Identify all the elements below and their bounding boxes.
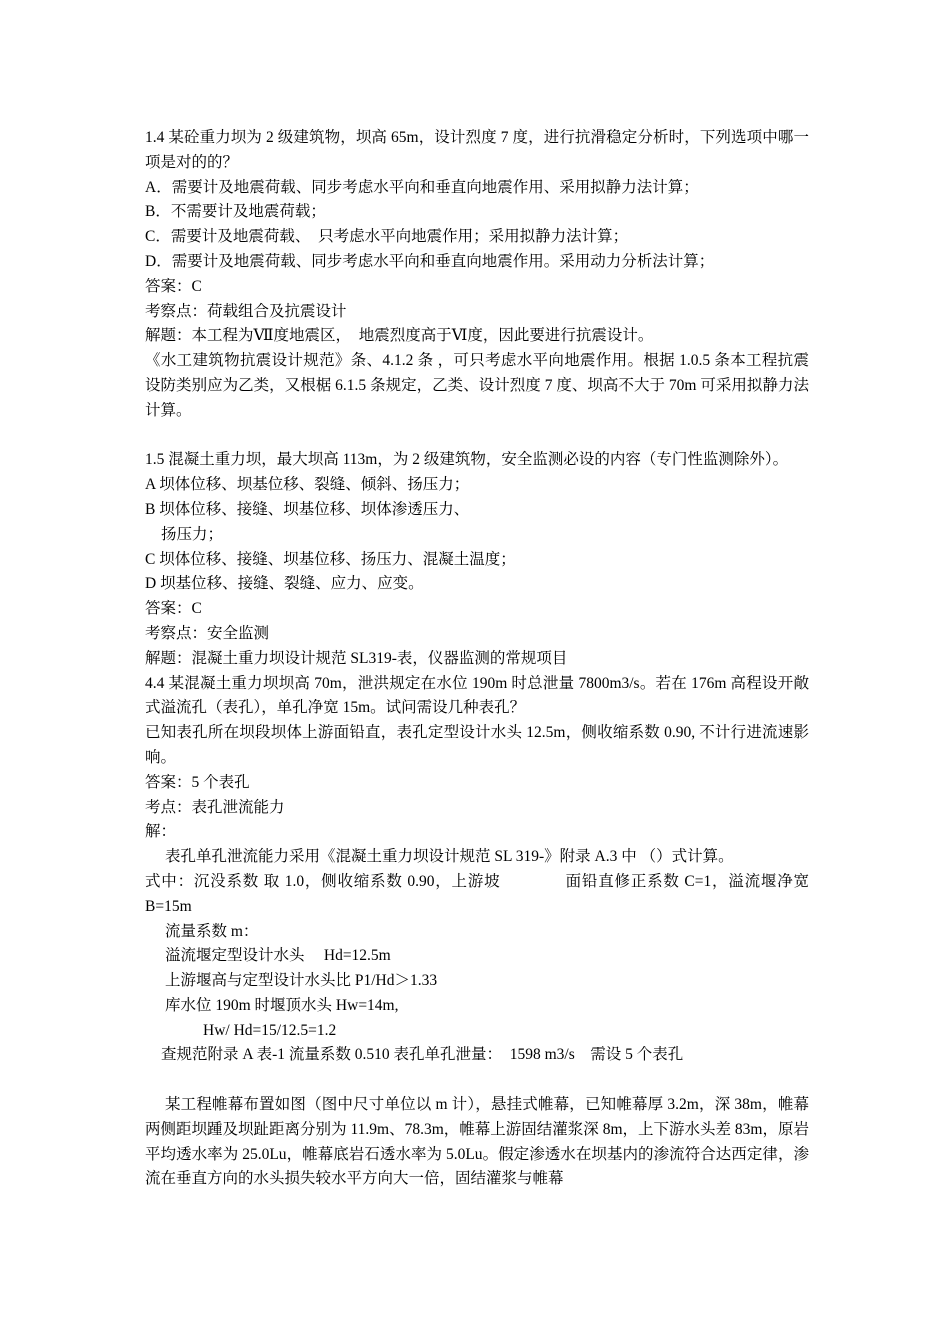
q15-option-c: C 坝体位移、接缝、坝基位移、扬压力、混凝土温度；	[145, 550, 516, 568]
q44-solution-line6: 库水位 190m 时堰顶水头 Hw=14m,	[165, 996, 399, 1014]
q14-solution-2: 《水工建筑物抗震设计规范》条、4.1.2 条 ，可只考虑水平向地震作用。根据 1.0.5 条本工程抗震设防类别应为乙类，又根椐 6.1.5 条规定，乙类、设计烈度 7 度、坝高不大于 70m 可采用拟静力法计算。	[145, 352, 809, 419]
q44-solution-line3: 流量系数 m：	[165, 922, 259, 940]
q15-question: 1.5 混凝土重力坝，最大坝高 113m，为 2 级建筑物，安全监测必设的内容（专门性监测除外）。	[145, 451, 789, 469]
q14-solution-1: 解题：本工程为Ⅶ度地震区， 地震烈度高于Ⅵ度，因此要进行抗震设计。	[145, 327, 654, 345]
q44-solution-line1: 表孔单孔泄流能力采用《混凝土重力坝设计规范 SL 319-》附录 A.3 中 （）式计算。	[165, 848, 734, 866]
spacer	[145, 1068, 809, 1093]
q14-question: 1.4 某砼重力坝为 2 级建筑物，坝高 65m，设计烈度 7 度，进行抗滑稳定分析时，下列选项中哪一项是对的的？	[145, 129, 809, 171]
q44-solution-line2: 式中：沉没系数 取 1.0，侧收缩系数 0.90，上游坡 面铅直修正系数 C=1，溢流堰净宽 B=15m	[145, 872, 809, 915]
q14-option-b: B．不需要计及地震荷载；	[145, 203, 326, 221]
q15-answer: 答案：C	[145, 600, 202, 618]
q44-given: 已知表孔所在坝段坝体上游面铅直，表孔定型设计水头 12.5m，侧收缩系数 0.90, 不计行进流速影响。	[145, 724, 809, 766]
q14-answer: 答案：C	[145, 277, 202, 295]
q44-solution-label: 解：	[145, 823, 177, 841]
q15-option-b-line2: 扬压力；	[161, 525, 224, 543]
q15-solution: 解题：混凝土重力坝设计规范 SL319-表，仪器监测的常规项目	[145, 649, 568, 667]
q44-answer: 答案：5 个表孔	[145, 773, 250, 791]
q15-option-d: D 坝基位移、接缝、裂缝、应力、应变。	[145, 575, 424, 593]
q44-solution-line4: 溢流堰定型设计水头 Hd=12.5m	[165, 947, 391, 965]
q44-solution-line5: 上游堰高与定型设计水头比 P1/Hd＞1.33	[165, 972, 438, 990]
q14-option-a: A．需要计及地震荷载、同步考虑水平向和垂直向地震作用、采用拟静力法计算；	[145, 178, 699, 196]
document-page	[145, 126, 809, 1192]
q14-option-d: D．需要计及地震荷载、同步考虑水平向和垂直向地震作用。采用动力分析法计算；	[145, 252, 715, 270]
q15-option-a: A 坝体位移、坝基位移、裂缝、倾斜、扬压力；	[145, 476, 470, 494]
curtain-paragraph	[145, 1093, 809, 1192]
q14-option-c: C．需要计及地震荷载、 只考虑水平向地震作用；采用拟静力法计算；	[145, 228, 629, 246]
q14-point: 考察点：荷载组合及抗震设计	[145, 302, 347, 320]
q15-point: 考察点：安全监测	[145, 624, 270, 642]
q15-option-b-line1: B 坝体位移、接缝、坝基位移、坝体渗透压力、	[145, 500, 470, 518]
spacer	[145, 424, 809, 449]
q44-solution-line7: Hw/ Hd=15/12.5=1.2	[203, 1021, 337, 1039]
curtain-text: 某工程帷幕布置如图（图中尺寸单位以 m 计），悬挂式帷幕，已知帷幕厚 3.2m，深 38m，帷幕两侧距坝踵及坝趾距离分别为 11.9m、78.3m，帷幕上游固结灌浆深 8m，上下游水头差 83m，原岩平均透水率为 25.0Lu，帷幕底岩石透水率为 5.0Lu。假定渗透水在坝基内的渗流符合达西定律，渗流在垂直方向的水头损失较水平方向大一倍，固结灌浆与帷幕	[145, 1096, 809, 1188]
q44-question: 4.4 某混凝土重力坝坝高 70m，泄洪规定在水位 190m 时总泄量 7800m3/s。若在 176m 高程设开敞式溢流孔（表孔），单孔净宽 15m。试问需设几种表孔？	[145, 674, 809, 717]
q44-point: 考点：表孔泄流能力	[145, 798, 285, 816]
q44-solution-line8: 查规范附录 A 表-1 流量系数 0.510 表孔单孔泄量： 1598 m3/s 需设 5 个表孔	[161, 1046, 684, 1064]
